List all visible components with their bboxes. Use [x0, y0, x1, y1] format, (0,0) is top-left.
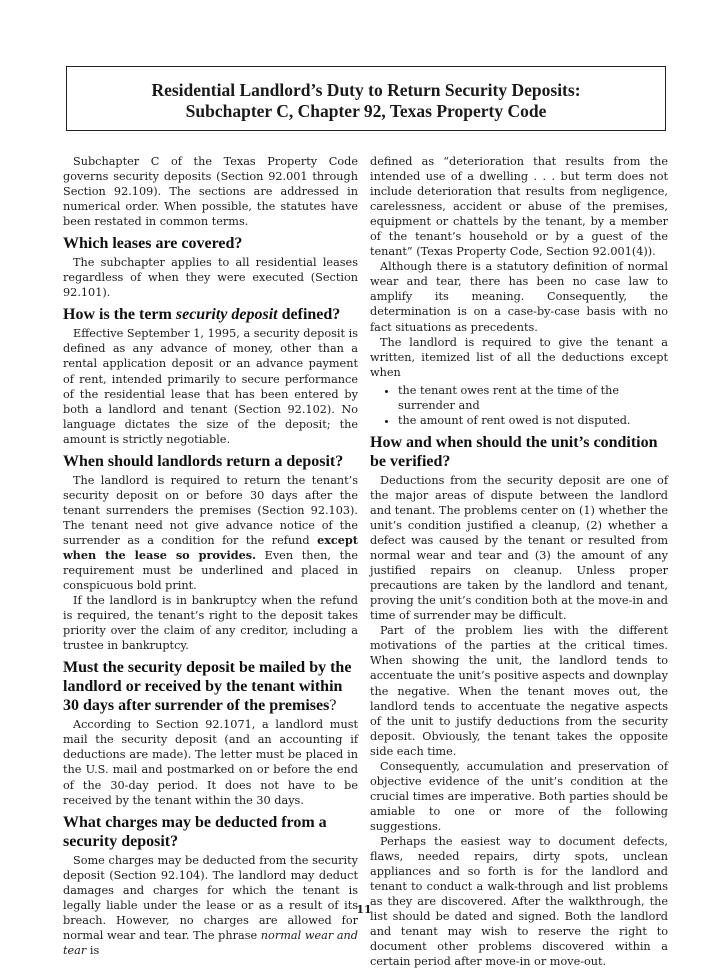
- heading-term-defined: [63, 305, 358, 324]
- motivations-paragraph: Part of the problem lies with the different motivations of the parties at the critical times. When showing the unit, the landlord tends to accentuate the unit’s positive aspects and downplay the negative. When the tenant moves out, the landlord tends to accentuate the negative aspects of the unit to justify deductions from the security deposit. Obviously, the tenant takes the opposite side each time.: [370, 624, 668, 758]
- heading-charges: What charges may be deducted from a security deposit?: [63, 813, 327, 850]
- heading-when-return: When should landlords return a deposit?: [63, 452, 344, 470]
- statutory-paragraph: Although there is a statutory definition of normal wear and tear, there has been no case law to amplify its meaning. Consequently, the determination is on a case-by-case basis with no fact situations as precedents.: [370, 260, 668, 334]
- walkthrough-paragraph: Perhaps the easiest way to document defects, flaws, needed repairs, dirty spots, unclean appliances and so forth is for the landlord and tenant to conduct a walk-through and list problems as they are discovered. After the walkthrough, the list should be dated and signed. Both the landlord and tenant may wish to reserve the right to document other problems discovered within a certain period after move-in or move-out.: [370, 834, 668, 969]
- page-number: 11: [356, 903, 372, 916]
- deductions-paragraph: Deductions from the security deposit are one of the major areas of dispute between the landlord and tenant. The problems center on (1) whether the unit’s condition justified a cleanup, (2) whether a defect was caused by the tenant or resulted from normal wear and tear and (3) the amount of any justified repairs on cleanup. Unless proper precautions are taken by the landlord and tenant, proving the unit’s condition both at the move-in and time of surrender may be difficult.: [370, 473, 668, 623]
- left-column: [63, 154, 358, 958]
- heading-term-pre: How is the term: [63, 306, 176, 324]
- list-item: • the amount of rent owed is not disputed.: [398, 413, 668, 428]
- right-column: [370, 154, 668, 969]
- page-title: [66, 80, 666, 122]
- list-item: • the tenant owes rent at the time of the surrender and: [398, 383, 668, 413]
- title-line-1: Residential Landlord’s Duty to Return Security Deposits:: [151, 80, 581, 100]
- heading-term-post: defined?: [277, 306, 341, 324]
- itemized-paragraph: The landlord is required to give the tenant a written, itemized list of all the deductions except when: [370, 335, 668, 379]
- charges-pre: Some charges may be deducted from the security deposit (Section 92.104). The landlord may deduct damages and charges for which the tenant is legally liable under the lease or as a result of its breach. However, no charges are allowed for normal wear and tear. The phrase: [63, 853, 358, 942]
- intro-paragraph: Subchapter C of the Texas Property Code governs security deposits (Section 92.001 through Section 92.109). The sections are addressed in numerical order. When possible, the statutes have been restated in common terms.: [63, 155, 358, 229]
- heading-mailed: [63, 658, 358, 715]
- heading-mailed-qmark: ?: [329, 697, 337, 715]
- accumulation-paragraph: Consequently, accumulation and preservation of objective evidence of the unit’s condition at the crucial times are imperative. Both parties should be amiable to one or more of the following suggestions.: [370, 759, 668, 833]
- leases-paragraph: The subchapter applies to all residential leases regardless of when they were executed (Section 92.101).: [63, 256, 358, 300]
- charges-em: normal wear and tear: [63, 928, 358, 957]
- charges-post: is: [86, 943, 100, 957]
- when-paragraph: [63, 473, 358, 593]
- when-pre: The landlord is required to return the tenant’s security deposit on or before 30 days after the tenant surrenders the premises (Section 92.103). The tenant need not give advance notice of the surrender as a condition for the refund: [63, 473, 358, 547]
- term-paragraph: Effective September 1, 1995, a security deposit is defined as any advance of money, other than a rental application deposit or an advance payment of rent, intended primarily to secure performance of the residential lease that has been entered by both a landlord and tenant (Section 92.102). No language dictates the size of the deposit; the amount is strictly negotiable.: [63, 327, 358, 446]
- heading-condition-verified: How and when should the unit’s condition be verified?: [370, 433, 658, 470]
- when-post: Even then, the requirement must be underlined and placed in conspicuous bold print.: [63, 548, 358, 593]
- heading-leases-covered: Which leases are covered?: [63, 235, 243, 253]
- bankruptcy-paragraph: If the landlord is in bankruptcy when the refund is required, the tenant’s right to the deposit takes priority over the claim of any creditor, including a trustee in bankruptcy.: [63, 594, 358, 653]
- title-line-2: Subchapter C, Chapter 92, Texas Property Code: [185, 101, 547, 121]
- heading-term-em: security deposit: [175, 306, 278, 324]
- heading-mailed-text: Must the security deposit be mailed by the landlord or received by the tenant within 30 days after surrender of the premises: [63, 659, 352, 715]
- exception-list: [370, 383, 668, 428]
- definition-continued: defined as “deterioration that results from the intended use of a dwelling . . . but term does not include deterioration that results from negligence, carelessness, accident or abuse of the premises, equipment or chattels by the tenant, by a member of the tenant’s household or by a guest of the tenant” (Texas Property Code, Section 92.001(4)).: [370, 155, 668, 259]
- mailed-paragraph: According to Section 92.1071, a landlord must mail the security deposit (and an accounting if deductions are made). The letter must be placed in the U.S. mail and postmarked on or before the end of the 30-day period. It does not have to be received by the tenant within the 30 days.: [63, 718, 358, 807]
- when-bold: except when the lease so provides.: [63, 532, 358, 562]
